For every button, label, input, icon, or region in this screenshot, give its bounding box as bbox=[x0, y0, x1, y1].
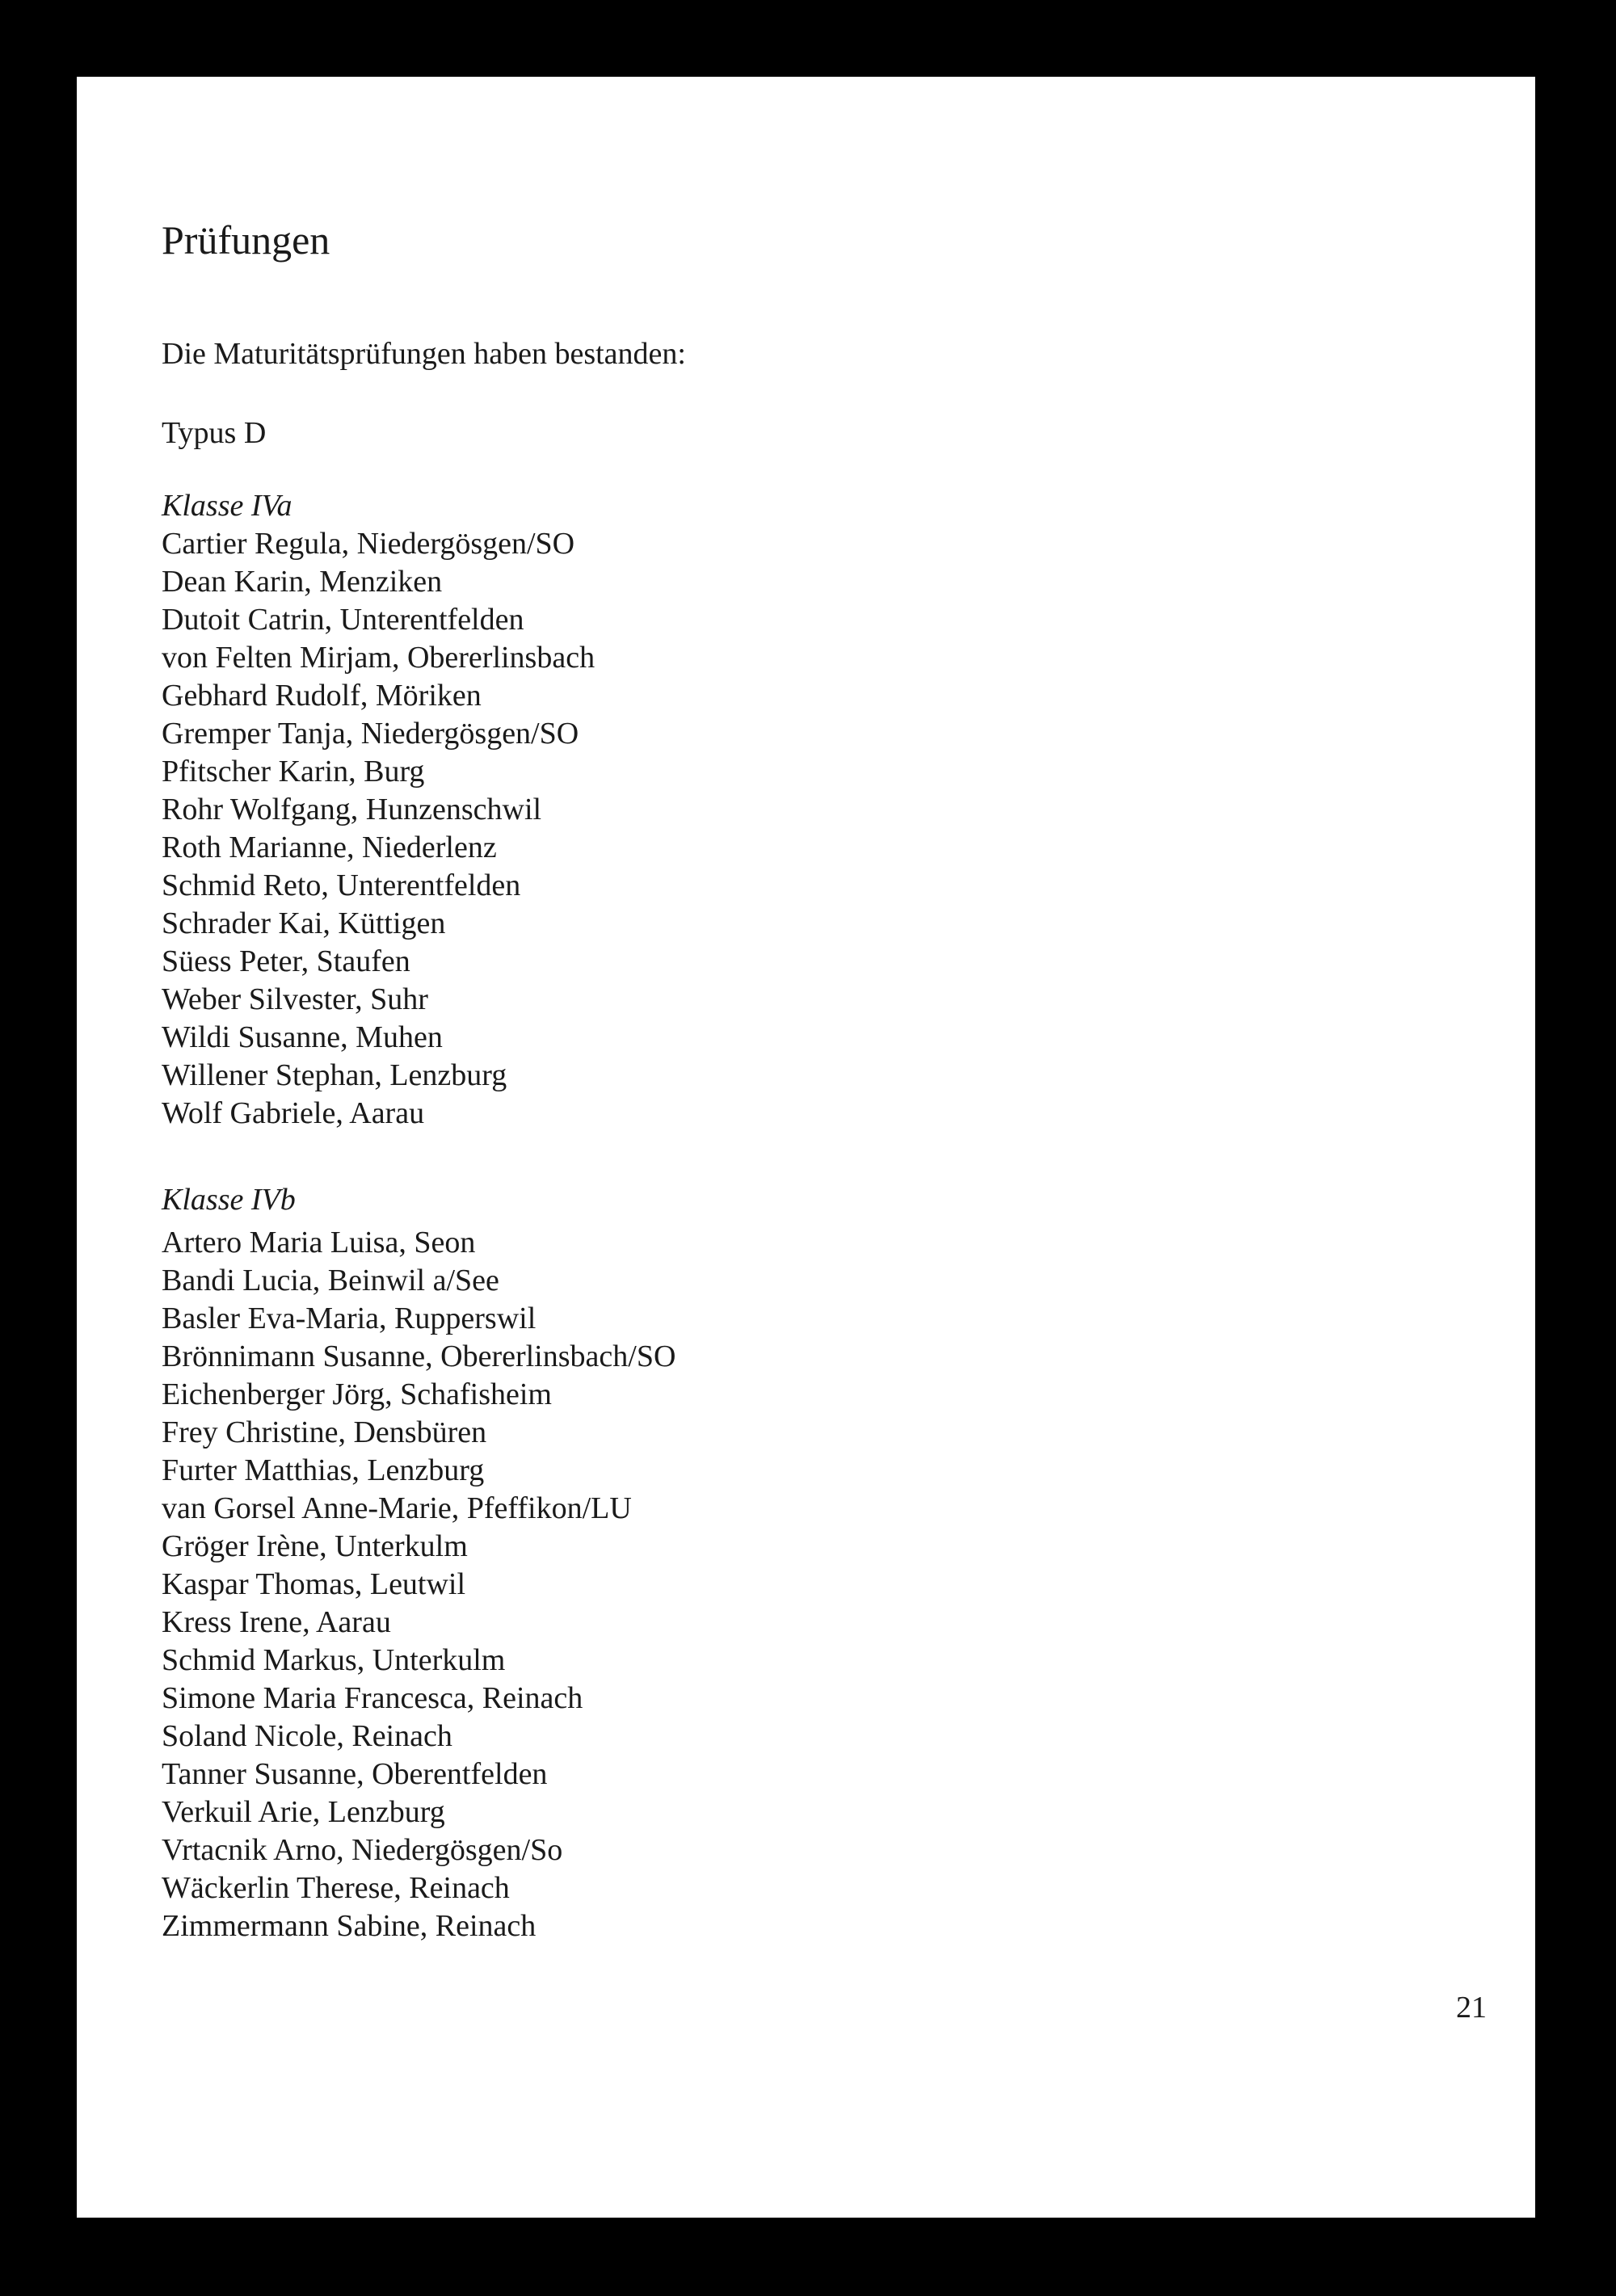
list-item: Brönnimann Susanne, Obererlinsbach/SO bbox=[162, 1339, 676, 1373]
list-item: van Gorsel Anne-Marie, Pfeffikon/LU bbox=[162, 1491, 632, 1525]
list-item: Gremper Tanja, Niedergösgen/SO bbox=[162, 717, 579, 751]
list-item: Dutoit Catrin, Unterentfelden bbox=[162, 603, 524, 637]
list-item: Rohr Wolfgang, Hunzenschwil bbox=[162, 793, 542, 826]
list-item: Simone Maria Francesca, Reinach bbox=[162, 1681, 583, 1715]
list-item: Pfitscher Karin, Burg bbox=[162, 755, 425, 788]
list-item: Bandi Lucia, Beinwil a/See bbox=[162, 1264, 499, 1297]
class-label: Klasse IVa bbox=[162, 489, 292, 523]
list-item: von Felten Mirjam, Obererlinsbach bbox=[162, 641, 595, 675]
list-item: Wolf Gabriele, Aarau bbox=[162, 1096, 425, 1130]
list-item: Schmid Markus, Unterkulm bbox=[162, 1643, 506, 1677]
student-list bbox=[162, 525, 595, 1133]
list-item: Frey Christine, Densbüren bbox=[162, 1415, 487, 1449]
list-item: Kress Irene, Aarau bbox=[162, 1605, 391, 1639]
list-item: Willener Stephan, Lenzburg bbox=[162, 1058, 507, 1092]
list-item: Schrader Kai, Küttigen bbox=[162, 906, 446, 940]
typus-heading: Typus D bbox=[162, 416, 267, 450]
list-item: Basler Eva-Maria, Rupperswil bbox=[162, 1301, 537, 1335]
list-item: Vrtacnik Arno, Niedergösgen/So bbox=[162, 1833, 563, 1867]
list-item: Zimmermann Sabine, Reinach bbox=[162, 1909, 537, 1943]
page-title: Prüfungen bbox=[162, 217, 330, 263]
list-item: Schmid Reto, Unterentfelden bbox=[162, 868, 521, 902]
list-item: Wildi Susanne, Muhen bbox=[162, 1020, 443, 1054]
intro-text: Die Maturitätsprüfungen haben bestanden: bbox=[162, 337, 686, 371]
list-item: Süess Peter, Staufen bbox=[162, 944, 410, 978]
list-item: Furter Matthias, Lenzburg bbox=[162, 1453, 485, 1487]
student-list bbox=[162, 1224, 675, 1945]
list-item: Gebhard Rudolf, Möriken bbox=[162, 679, 482, 713]
list-item: Artero Maria Luisa, Seon bbox=[162, 1226, 476, 1259]
list-item: Kaspar Thomas, Leutwil bbox=[162, 1567, 466, 1601]
document-page bbox=[77, 77, 1535, 2218]
list-item: Cartier Regula, Niedergösgen/SO bbox=[162, 527, 575, 561]
list-item: Roth Marianne, Niederlenz bbox=[162, 831, 497, 864]
list-item: Weber Silvester, Suhr bbox=[162, 982, 428, 1016]
class-label: Klasse IVb bbox=[162, 1183, 296, 1217]
list-item: Verkuil Arie, Lenzburg bbox=[162, 1795, 445, 1829]
page-number: 21 bbox=[1456, 1991, 1487, 2025]
list-item: Tanner Susanne, Oberentfelden bbox=[162, 1757, 548, 1791]
list-item: Gröger Irène, Unterkulm bbox=[162, 1529, 468, 1563]
list-item: Dean Karin, Menziken bbox=[162, 565, 443, 599]
list-item: Wäckerlin Therese, Reinach bbox=[162, 1871, 510, 1905]
class-section-ivb bbox=[162, 1181, 675, 1945]
class-section-iva bbox=[162, 487, 595, 1133]
list-item: Eichenberger Jörg, Schafisheim bbox=[162, 1377, 552, 1411]
list-item: Soland Nicole, Reinach bbox=[162, 1719, 452, 1753]
